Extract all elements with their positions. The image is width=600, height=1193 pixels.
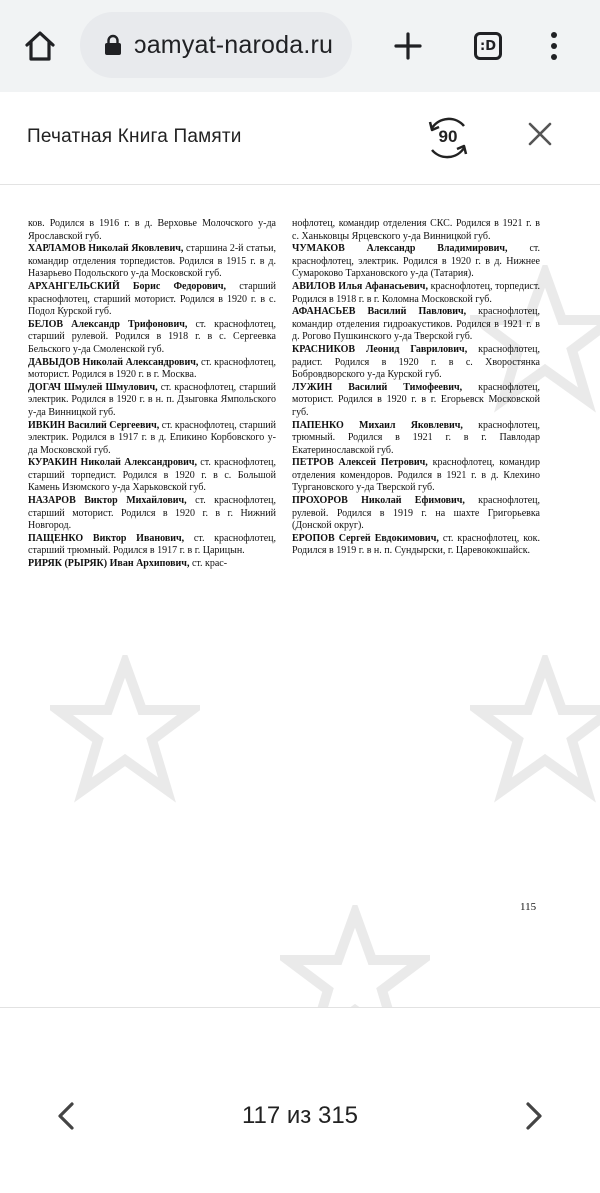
entry: БЕЛОВ Александр Трифонович, ст. краснофлотец, старший рулевой. Родился в 1918 г. в с. Сергеевка Бельского у-да Смоленской губ. <box>28 318 276 355</box>
home-button[interactable] <box>18 24 62 68</box>
entry: ЛУЖИН Василий Тимофеевич, краснофлотец, моторист. Родился в 1920 г. в г. Егорьевск Московской губ. <box>292 381 540 418</box>
entry: ЕРОПОВ Сергей Евдокимович, ст. краснофлотец, кок. Родился в 1919 г. в н. п. Сундырски, г. Царевококшайск. <box>292 532 540 557</box>
entry: АФАНАСЬЕВ Василий Павлович, краснофлотец, командир отделения гидроакустиков. Родился в 1921 г. в д. Рогово Пушкинского у-да Тверской губ. <box>292 306 540 343</box>
close-icon <box>527 121 553 147</box>
page-separator: из <box>286 1102 312 1129</box>
url-text: ɔamyat-naroda.ru <box>134 30 334 59</box>
entry: ПАПЕНКО Михаил Яковлевич, краснофлотец, трюмный. Родился в 1921 г. в г. Павлодар Екатеринославской губ. <box>292 419 541 456</box>
document-page <box>0 185 600 1007</box>
entry: ЧУМАКОВ Александр Владимирович, ст. краснофлотец, электрик. Родился в 1920 г. в д. Нижнее Сумароково Тархановского у-да (Татария). <box>292 243 540 280</box>
tab-switcher-button[interactable] <box>466 24 510 68</box>
entry: ДОГАЧ Шмулей Шмулович, ст. краснофлотец, старший электрик. Родился в 1920 г. в н. п. Дзыговка Ямпольского у-да Винницкой губ. <box>28 381 276 418</box>
watermark-logo-icon <box>50 655 200 805</box>
viewer-header <box>0 92 600 185</box>
entry: АРХАНГЕЛЬСКИЙ Борис Федорович, старший краснофлотец, старший моторист. Родился в 1920 г. в с. Подол Курской губ. <box>28 280 276 318</box>
plus-icon <box>393 31 423 61</box>
chevron-right-icon <box>523 1101 545 1131</box>
entry: нофлотец, командир отделения СКС. Родился в 1921 г. в с. Ханьковцы Ярцевского у-да Винницкой губ. <box>292 218 540 242</box>
entry: КУРАКИН Николай Александрович, ст. краснофлотец, старший торпедист. Родился в 1920 г. в с. Большой Камень Изюмского у-да Харьковской губ. <box>28 457 276 494</box>
current-page: 117 <box>241 1102 281 1129</box>
entry: РИРЯК (РЫРЯК) Иван Архипович, ст. крас- <box>28 558 228 570</box>
page-number: 115 <box>520 901 537 913</box>
new-tab-button[interactable] <box>386 24 430 68</box>
entry: НАЗАРОВ Виктор Михайлович, ст. краснофлотец, старший моторист. Родился в 1920 г. в г. Нижний Новгород. <box>28 495 276 532</box>
entry: ДАВЫДОВ Николай Александрович, ст. краснофлотец, моторист. Родился в 1920 г. в г. Москва. <box>28 356 276 381</box>
viewer-title: Печатная Книга Памяти <box>27 126 242 147</box>
text-column-left <box>28 218 276 571</box>
lock-icon <box>102 34 124 56</box>
total-pages: 315 <box>317 1102 359 1129</box>
chevron-left-icon <box>55 1101 77 1131</box>
browser-toolbar <box>0 0 600 92</box>
watermark-logo-icon <box>470 655 600 805</box>
rotate-button[interactable] <box>420 110 476 166</box>
browser-menu-button[interactable] <box>536 24 572 68</box>
previous-page-button[interactable] <box>48 1098 84 1134</box>
tab-count: :D <box>474 32 502 60</box>
home-icon <box>23 29 57 63</box>
watermark-logo-icon <box>280 905 430 1007</box>
address-bar[interactable] <box>80 12 352 78</box>
next-page-button[interactable] <box>516 1098 552 1134</box>
rotate-degrees: 90 <box>438 127 458 146</box>
entry: АВИЛОВ Илья Афанасьевич, краснофлотец, торпедист. Родился в 1918 г. в г. Коломна Московской губ. <box>292 280 540 305</box>
entry: ХАРЛАМОВ Николай Яковлевич, старшина 2-й статьи, командир отделения торпедистов. Родился в 1915 г. в д. Назарьево Подольского у-да Московской губ. <box>28 243 276 280</box>
entry: ПЕТРОВ Алексей Петрович, краснофлотец, командир отделения комендоров. Родился в 1921 г. в д. Клехино Тургановского у-да Тверской губ. <box>292 457 540 494</box>
entry: КРАСНИКОВ Леонид Гаврилович, краснофлотец, радист. Родился в 1920 г. в с. Хворостянка Бобровдворского у-да Курской губ. <box>292 343 540 381</box>
more-vertical-icon <box>549 30 559 62</box>
entry: ПАЩЕНКО Виктор Иванович, ст. краснофлотец, старший трюмный. Родился в 1917 г. в г. Царицын. <box>28 532 276 557</box>
entry: ПРОХОРОВ Николай Ефимович, краснофлотец, рулевой. Родился в 1919 г. на шахте Григорьевка (Донской округ). <box>292 495 540 532</box>
close-viewer-button[interactable] <box>520 114 560 154</box>
page-counter <box>180 1102 420 1130</box>
entry: ков. Родился в 1916 г. в д. Верховье Молочского у-да Ярославской губ. <box>28 218 276 242</box>
page-navigation <box>0 1008 600 1193</box>
entry: ИВКИН Василий Сергеевич, ст. краснофлотец, старший электрик. Родился в 1917 г. в д. Епикино Корбовского у-да Московской губ. <box>28 419 276 456</box>
text-column-right <box>292 218 540 558</box>
